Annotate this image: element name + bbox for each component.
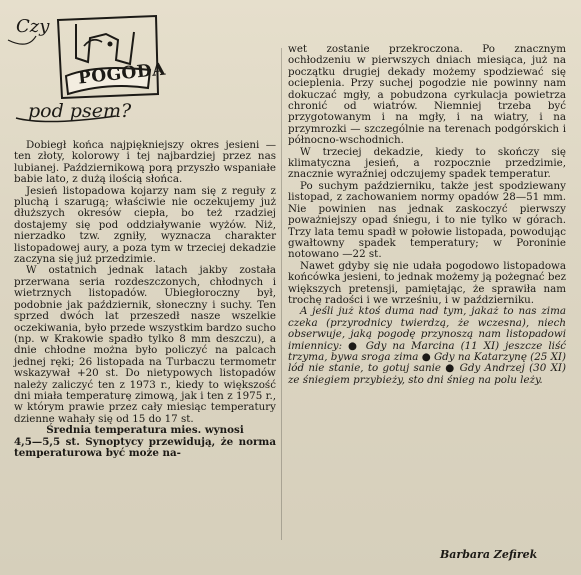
logo-pogoda: POGODA	[77, 59, 167, 89]
paragraph: W ostatnich jednak latach jakby została przerwana seria rozdeszczonych, chłodnych i wietrznych listopadów. Ubiegłoroczny był, podobnie jak październik, słoneczny i suchy. Ten sprzed dwóch lat przeszedł nasze wszelkie oczekiwania, było przede wszystkim bardzo sucho (np. w Krakowie spadło tylko 8 mm deszczu), a dnie chłodne można było policzyć na palcach jednej ręki; 26 listopada na Turbaczu termometr wskazywał +20 st. Do nietypowych listopadów należy zaliczyć ten z 1973 r., kiedy to większość dni miała temperaturę zimową, jak i ten z 1975 r., w którym prawie przez cały miesiąc temperatury dzienne wahały się od 15 do 17 st.	[14, 264, 276, 425]
logo-czy: Czy	[16, 16, 50, 37]
article-column-right	[288, 44, 566, 386]
subheading: Średnia temperatura mies. wynosi	[46, 424, 244, 437]
column-divider	[281, 48, 282, 540]
paragraph: Jesień listopadowa kojarzy nam się z reguły z pluchą i szarugą; właściwie nie oczekujemy już dłuższych okresów ciepła, bo też rzadziej dostajemy się pod oddziaływanie wyżów. Niż, nierzadko tzw. zgniły, wyznacza charakter listopadowej aury, a poza tym w trzeciej dekadzie zaczyna się już przedzimie.	[14, 184, 276, 266]
paragraph: Nawet gdyby się nie udała pogodowo listopadowa końcówka jesieni, to jednak możemy ją pożegnać bez większych pretensji, pamiętając, że sprawiła nam trochę radości i we wrześniu, i w październiku.	[288, 259, 566, 306]
author-signature: Barbara Zefirek	[440, 548, 538, 561]
article-column-left	[14, 140, 276, 459]
paragraph: A jeśli już ktoś duma nad tym, jakaż to nas zima czeka (przyrodnicy twierdzą, że wczesna), niech obserwuje, jaką pogodę przynoszą nam listopadowi imiennicy: ● Gdy na Marcina (11 XI) jeszcze liść trzyma, bywa sroga zima ● Gdy na Katarzynę (25 XI) lód nie stanie, to gotuj sanie ● Gdy Andrzej (30 XI) ze śniegiem przybieży, sto dni śnieg na polu leży.	[288, 305, 566, 386]
paragraph: W trzeciej dekadzie, kiedy to skończy się klimatyczna jesień, a rozpocznie przedzimie, znacznie wyraźniej odczujemy spadek temperatur.	[288, 145, 566, 181]
paragraph: Po suchym październiku, także jest spodziewany listopad, z zachowaniem normy opadów 28—51 mm. Nie powinien nas jednak zaskoczyć pierwszy poważniejszy opad śniegu, i to nie tylko w górach. Trzy lata temu spadł w połowie listopada, powodując gwałtowny spadek temperatury; w Poroninie notowano —22 st.	[288, 179, 566, 261]
paragraph: wet zostanie przekroczona. Po znacznym ochłodzeniu w pierwszych dniach miesiąca, już na początku drugiej dekady możemy spodziewać się ocieplenia. Przy suchej pogodzie nie powinny nam dokuczać mgły, a pobudzona cyrkulacja powietrza chronić od wiatrów. Niemniej trzeba być przygotowanym i na mgły, i na wiatry, i na przymrozki — szczególnie na terenach podgórskich i północno-wschodnich.	[288, 43, 566, 147]
paragraph: 4,5—5,5 st. Synoptycy przewidują, że norma temperaturowa być może na-	[14, 435, 276, 459]
logo-pod-psem: pod psem?	[28, 100, 132, 122]
weather-logo	[6, 2, 181, 122]
paragraph: Dobiegł końca najpiękniejszy okres jesieni — ten złoty, kolorowy i tej najbardziej przez nas lubianej. Październikową porą przyszło wspaniałe babie lato, z dużą ilością słońca.	[14, 139, 276, 186]
